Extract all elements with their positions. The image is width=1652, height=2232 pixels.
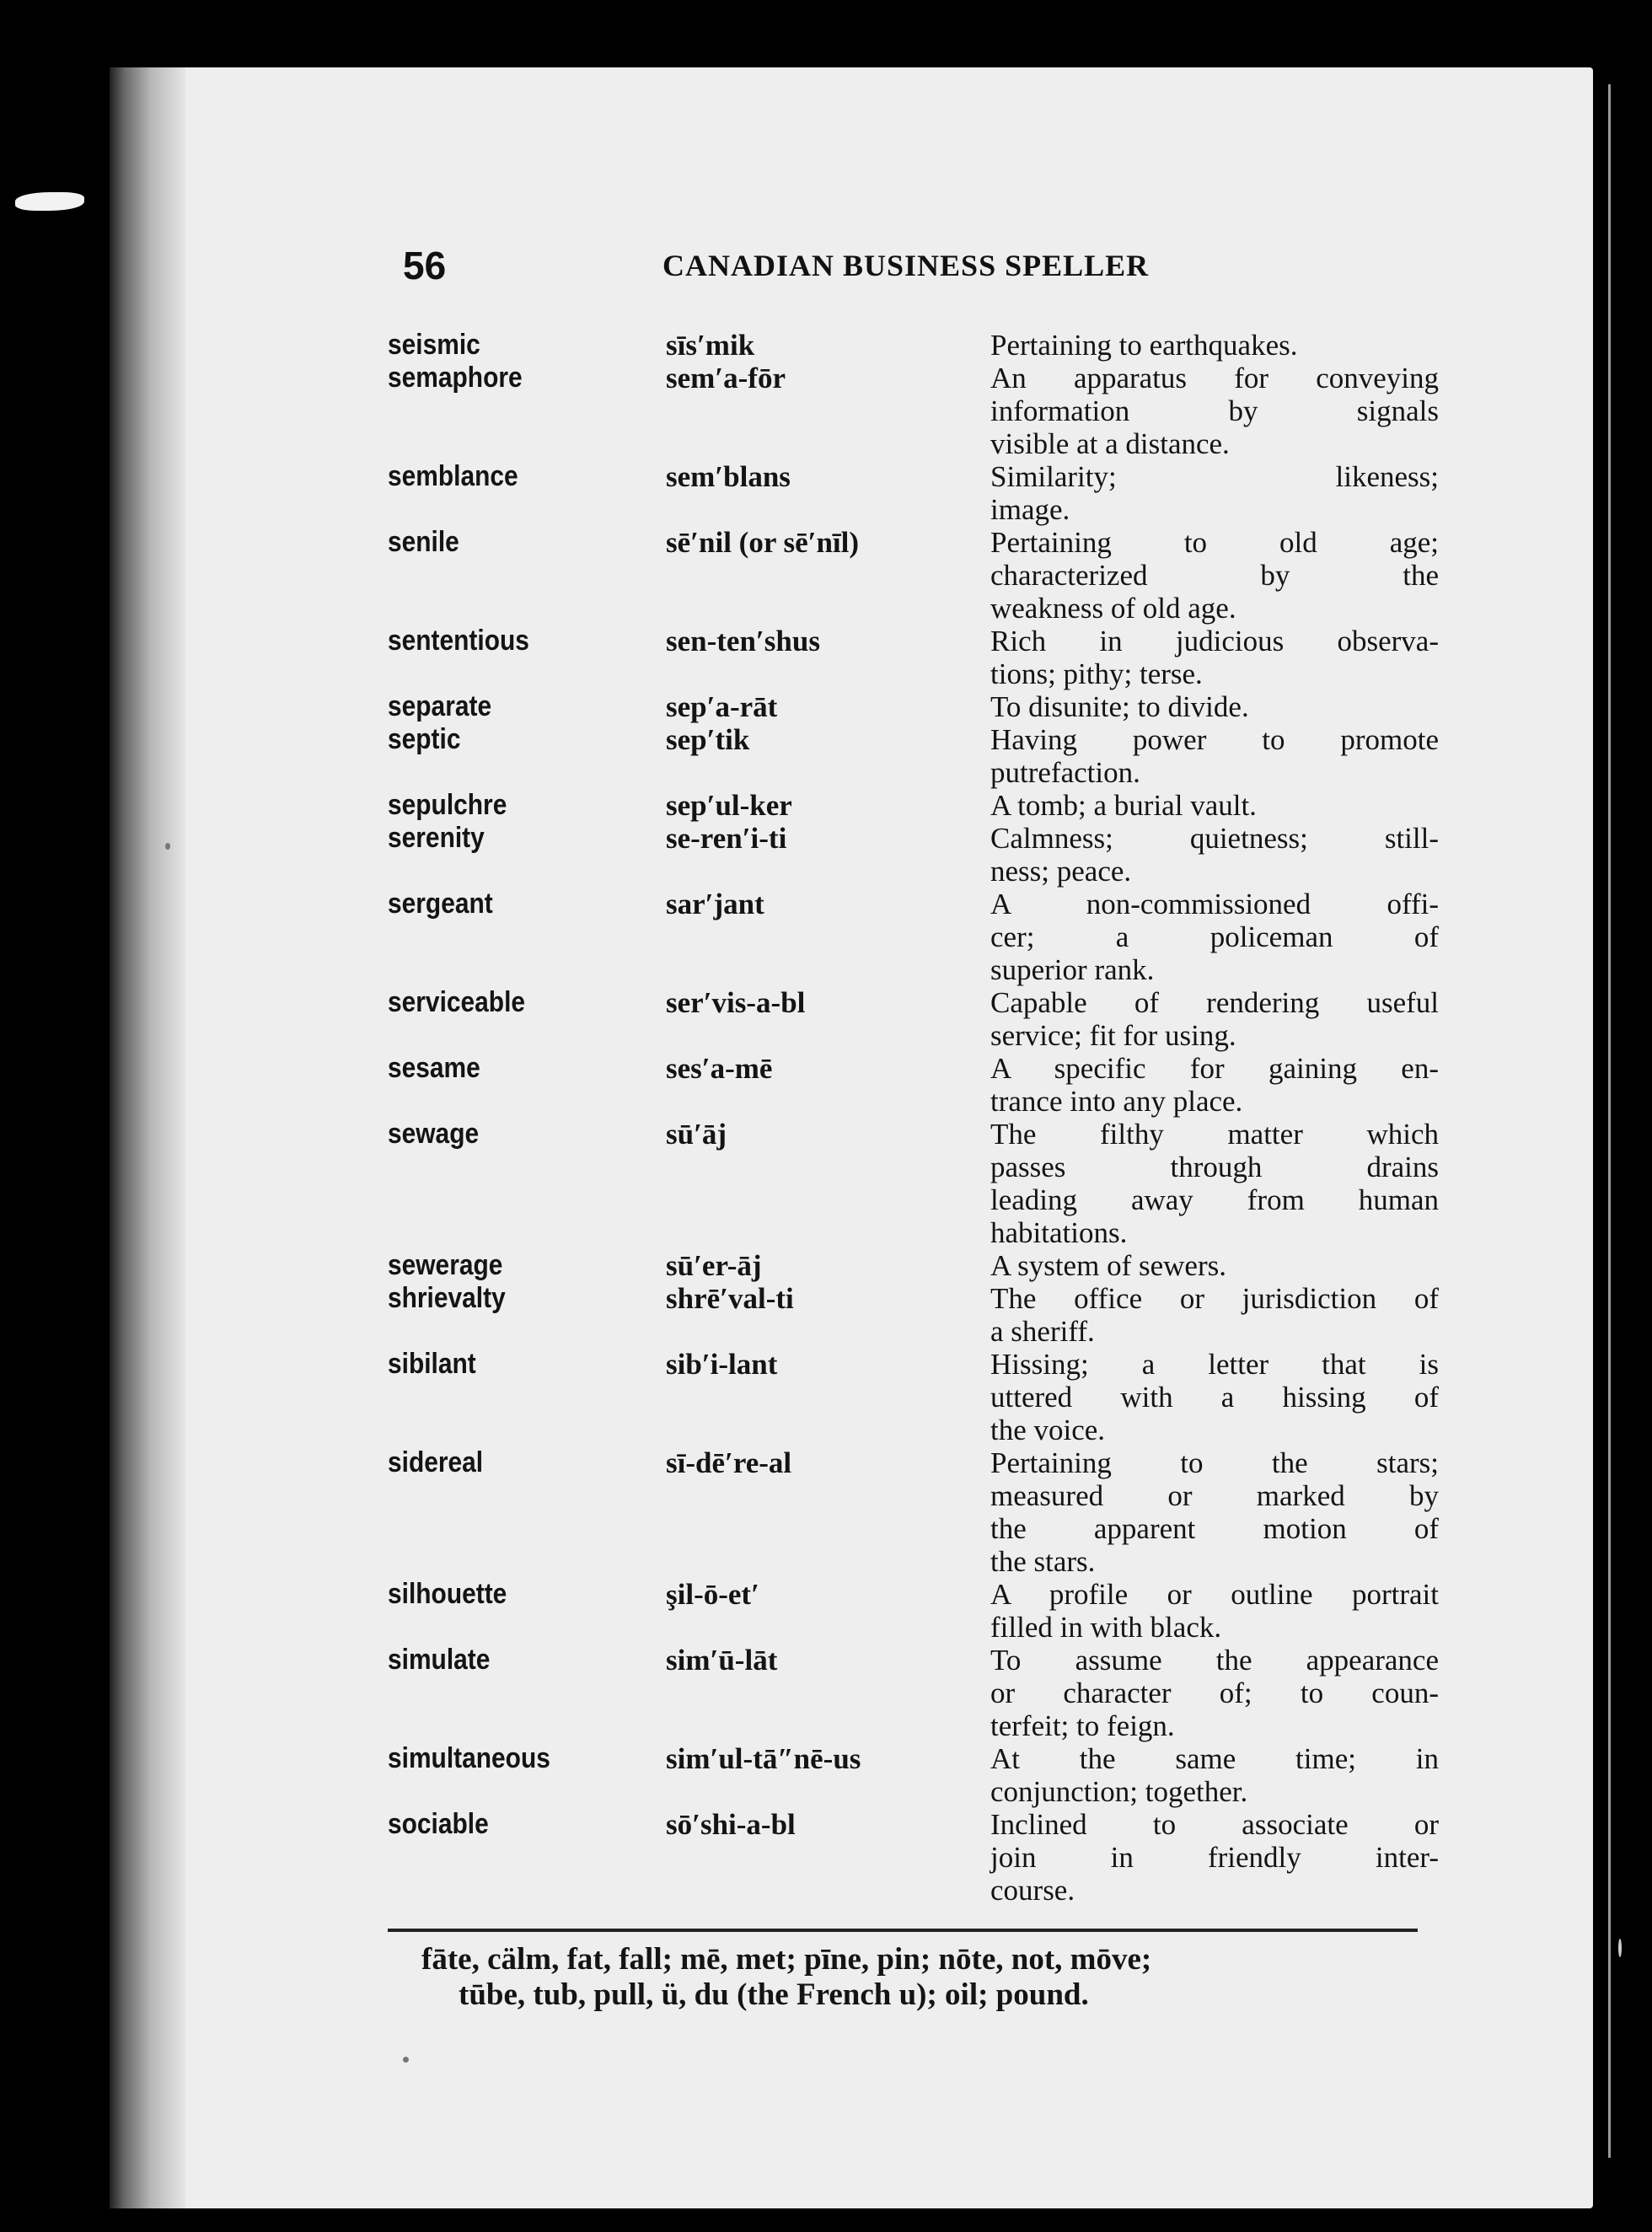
definition-line: uttered with a hissing of [990,1381,1439,1414]
entry-definition [990,526,1439,625]
entry-row [388,1446,1441,1578]
key-line-2: tūbe, tub, pull, ü, du (the French u); oil; pound. [459,1977,1089,2012]
page-number: 56 [403,244,447,287]
definition-line: a sheriff. [990,1315,1095,1348]
page-gutter [110,67,185,2208]
entry-definition [990,1282,1439,1348]
entry-row [388,625,1441,690]
entry-word: sidereal [388,1446,484,1478]
entry-definition [990,690,1439,723]
entry-word: semblance [388,460,518,492]
definition-line: characterized by the [990,559,1439,592]
definition-line: The office or jurisdiction of [990,1282,1439,1315]
definition-line: the apparent motion of [990,1512,1439,1545]
definition-line: information by signals [990,394,1439,427]
entry-word: semaphore [388,362,523,394]
definition-line: course. [990,1874,1075,1907]
entry-word: sewage [388,1118,480,1150]
entry-word: simulate [388,1644,491,1676]
entry-pronunciation: sim′ū-lāt [666,1644,778,1677]
entry-word: sibilant [388,1348,476,1380]
entry-pronunciation: sīs′mik [666,329,755,362]
definition-line: To assume the appearance [990,1644,1439,1677]
definition-line: An apparatus for conveying [990,362,1439,394]
scan-speck [403,2057,409,2063]
scan-speck [1618,1939,1622,1957]
entry-definition [990,1644,1439,1742]
entry-word: septic [388,723,461,755]
entry-definition [990,1052,1439,1118]
definition-line: visible at a distance. [990,427,1230,460]
entry-row [388,1052,1441,1118]
definition-line: A tomb; a burial vault. [990,789,1257,822]
entry-word: sociable [388,1808,489,1840]
entry-row [388,822,1441,888]
definition-line: A specific for gaining en- [990,1052,1439,1085]
entry-pronunciation: se-ren′i-ti [666,822,787,855]
scan-speck [165,843,170,850]
binding-mark [15,192,84,211]
entry-word: serenity [388,822,485,854]
entry-pronunciation: sep′ul-ker [666,789,792,822]
pronunciation-key [421,1942,1433,2013]
entry-definition [990,625,1439,690]
entry-definition [990,986,1439,1052]
entry-word: sesame [388,1052,480,1084]
entry-row [388,362,1441,460]
entry-word: sergeant [388,888,493,920]
entry-row [388,986,1441,1052]
entry-row [388,329,1441,362]
entry-pronunciation: ser′vis-a-bl [666,986,806,1019]
definition-line: Inclined to associate or [990,1808,1439,1841]
entry-pronunciation: shrē′val-ti [666,1282,794,1315]
definition-line: join in friendly inter- [990,1841,1439,1874]
definition-line: cer; a policeman of [990,920,1439,953]
entry-pronunciation: sem′a-fōr [666,362,786,394]
entry-word: sepulchre [388,789,507,821]
definition-line: filled in with black. [990,1611,1222,1644]
definition-line: weakness of old age. [990,592,1236,625]
entry-row [388,1578,1441,1644]
entry-pronunciation: ses′a-mē [666,1052,773,1085]
definition-line: Having power to promote [990,723,1439,756]
definition-line: At the same time; in [990,1742,1439,1775]
entry-word: shrievalty [388,1282,506,1314]
definition-line: A system of sewers. [990,1249,1226,1282]
definition-line: putrefaction. [990,756,1140,789]
definition-line: Similarity; likeness; [990,460,1439,493]
definition-line: measured or marked by [990,1479,1439,1512]
entry-word: simultaneous [388,1742,550,1774]
page-header [403,243,1450,293]
entry-row [388,1742,1441,1808]
definition-line: Rich in judicious observa- [990,625,1439,657]
entry-row [388,690,1441,723]
entry-word: sewerage [388,1249,503,1281]
entry-word: serviceable [388,986,526,1018]
entry-definition [990,888,1439,986]
entry-row [388,723,1441,789]
entry-definition [990,1742,1439,1808]
definition-line: conjunction; together. [990,1775,1248,1808]
definition-line: tions; pithy; terse. [990,657,1203,690]
entry-word: sententious [388,625,529,657]
entry-pronunciation: şil-ō-et′ [666,1578,759,1611]
entry-word: seismic [388,329,480,361]
definition-line: Pertaining to the stars; [990,1446,1439,1479]
entry-pronunciation: sī-dē′re-al [666,1446,792,1479]
definition-line: A profile or outline portrait [990,1578,1439,1611]
entry-row [388,1808,1441,1907]
entry-definition [990,723,1439,789]
entry-row [388,460,1441,526]
running-head: CANADIAN BUSINESS SPELLER [662,249,1150,282]
entry-pronunciation: sō′shi-a-bl [666,1808,796,1841]
entry-row [388,526,1441,625]
entry-pronunciation: sū′āj [666,1118,727,1151]
entry-pronunciation: sep′tik [666,723,750,756]
definition-line: superior rank. [990,953,1155,986]
entry-definition [990,789,1439,822]
entry-word: separate [388,690,492,722]
definition-line: terfeit; to feign. [990,1709,1175,1742]
definition-line: Pertaining to old age; [990,526,1439,559]
definition-line: Hissing; a letter that is [990,1348,1439,1381]
entry-definition [990,329,1439,362]
definition-line: service; fit for using. [990,1019,1236,1052]
definition-line: the voice. [990,1414,1106,1446]
entry-row [388,789,1441,822]
entry-row [388,1644,1441,1742]
entry-row [388,1282,1441,1348]
entry-word: senile [388,526,459,558]
entry-definition [990,1446,1439,1578]
definition-line: image. [990,493,1070,526]
entry-definition [990,1118,1439,1249]
entry-row [388,1348,1441,1446]
page-right-edge [1593,67,1652,2208]
entry-row [388,1249,1441,1282]
word-list [388,329,1441,1907]
definition-line: Capable of rendering useful [990,986,1439,1019]
entry-definition [990,1348,1439,1446]
entry-pronunciation: sen-ten′shus [666,625,820,657]
entry-definition [990,362,1439,460]
entry-definition [990,822,1439,888]
entry-definition [990,1249,1439,1282]
definition-line: the stars. [990,1545,1096,1578]
definition-line: The filthy matter which [990,1118,1439,1151]
definition-line: ness; peace. [990,855,1132,888]
entry-definition [990,1578,1439,1644]
entry-pronunciation: sim′ul-tā″nē-us [666,1742,861,1775]
definition-line: habitations. [990,1216,1128,1249]
entry-word: silhouette [388,1578,507,1610]
definition-line: Calmness; quietness; still- [990,822,1439,855]
key-line-1: fāte, cälm, fat, fall; mē, met; pīne, pin; nōte, not, mōve; [421,1942,1152,1977]
definition-line: A non-commissioned offi- [990,888,1439,920]
entry-definition [990,460,1439,526]
definition-line: Pertaining to earthquakes. [990,329,1298,362]
facing-page-edge [1608,84,1611,2158]
entry-pronunciation: sū′er-āj [666,1249,762,1282]
entry-row [388,1118,1441,1249]
entry-row [388,888,1441,986]
definition-line: To disunite; to divide. [990,690,1249,723]
definition-line: or character of; to coun- [990,1677,1439,1709]
entry-pronunciation: sib′i-lant [666,1348,778,1381]
definition-line: passes through drains [990,1151,1439,1183]
entry-pronunciation: sem′blans [666,460,791,493]
footer-rule [388,1929,1418,1932]
definition-line: trance into any place. [990,1085,1243,1118]
entry-pronunciation: sar′jant [666,888,764,920]
entry-pronunciation: sep′a-rāt [666,690,778,723]
definition-line: leading away from human [990,1183,1439,1216]
entry-pronunciation: sē′nil (or sē′nīl) [666,526,860,559]
entry-definition [990,1808,1439,1907]
